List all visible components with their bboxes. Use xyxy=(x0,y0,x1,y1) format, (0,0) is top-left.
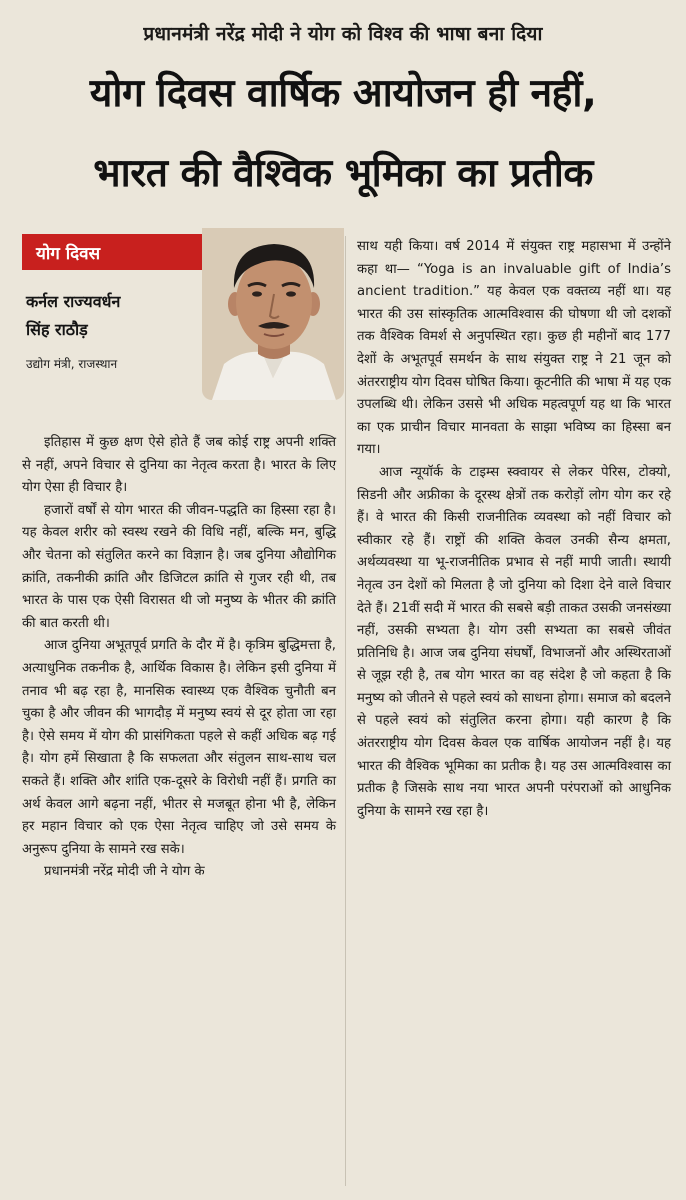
author-portrait-image xyxy=(202,228,344,400)
author-name-line-1: कर्नल राज्यवर्धन xyxy=(26,292,121,311)
article-column-right xyxy=(357,236,671,823)
author-photo xyxy=(202,228,344,400)
article-column-left xyxy=(22,432,336,884)
kicker-line: प्रधानमंत्री नरेंद्र मोदी ने योग को विश्व की भाषा बना दिया xyxy=(143,23,543,45)
section-label: योग दिवस xyxy=(36,244,101,264)
paragraph: इतिहास में कुछ क्षण ऐसे होते हैं जब कोई राष्ट्र अपनी शक्ति से नहीं, अपने विचार से दुनिया का नेतृत्व करता है। भारत के लिए योग ऐसा ही विचार है। xyxy=(22,435,336,496)
paragraph: साथ यही किया। वर्ष 2014 में संयुक्त राष्ट्र महासभा में उन्होंने कहा था— “Yoga is an invaluable gift of India’s ancient tradition.” यह केवल एक वक्तव्य नहीं था। यह भारत की उस सांस्कृतिक आत्मविश्वास की घोषणा थी जो दशकों तक वैश्विक विमर्श से अनुपस्थित रहा। कुछ ही महीनों बाद 177 देशों के अभूतपूर्व समर्थन के साथ संयुक्त राष्ट्र ने 21 जून को अंतरराष्ट्रीय योग दिवस घोषित किया। कूटनीति की भाषा में यह एक उपलब्धि थी। लेकिन उससे भी अधिक महत्वपूर्ण यह था कि भारत का एक प्राचीन विचार मानवता के साझा भविष्य का हिस्सा बन गया। xyxy=(357,239,671,458)
paragraph: प्रधानमंत्री नरेंद्र मोदी जी ने योग के xyxy=(44,864,205,880)
paragraph: आज न्यूयॉर्क के टाइम्स स्क्वायर से लेकर पेरिस, टोक्यो, सिडनी और अफ्रीका के दूरस्थ क्षेत्रों तक करोड़ों लोग योग कर रहे हैं। वे भारत की किसी राजनीतिक व्यवस्था को नहीं विचार को स्वीकार रहे हैं। राष्ट्रों की शक्ति केवल उनकी सैन्य क्षमता, अर्थव्यवस्था या भू-राजनीतिक प्रभाव से नहीं मापी जाती। स्थायी नेतृत्व उन देशों को मिलता है जो दुनिया को दिशा देने वाले विचार देते हैं। 21वीं सदी में भारत की सबसे बड़ी ताकत उसकी जनसंख्या नहीं, उसकी सभ्यता है। योग उसी सभ्यता का सबसे जीवंत प्रतिनिधि है। आज जब दुनिया संघर्षों, विभाजनों और अस्थिरताओं से जूझ रही है, तब योग भारत का वह संदेश है जो कहता है कि मनुष्य को जीतने से पहले स्वयं को साधना होगा। समाज को बदलने से पहले स्वयं को संतुलित करना होगा। यही कारण है कि अंतरराष्ट्रीय योग दिवस केवल एक वार्षिक आयोजन नहीं है। यह भारत की वैश्विक भूमिका का प्रतीक है। यह उस आत्मविश्वास का प्रतीक है जिसके साथ नया भारत अपनी परंपराओं को आधुनिक दुनिया के सामने रख रहा है। xyxy=(357,464,671,819)
headline-line-2: भारत की वैश्विक भूमिका का प्रतीक xyxy=(93,151,593,196)
paragraph: आज दुनिया अभूतपूर्व प्रगति के दौर में है। कृत्रिम बुद्धिमत्ता है, अत्याधुनिक तकनीक है, आर्थिक विकास है। लेकिन इसी दुनिया में तनाव भी बढ़ रहा है, मानसिक स्वास्थ्य एक वैश्विक चुनौती बन चुका है और जीवन की भागदौड़ में मनुष्य स्वयं से दूर होता जा रहा है। ऐसे समय में योग की प्रासंगिकता पहले से कहीं अधिक बढ़ गई है। योग हमें सिखाता है कि सफलता और संतुलन साथ-साथ चल सकते हैं। शक्ति और शांति एक-दूसरे के विरोधी नहीं हैं। प्रगति का अर्थ केवल आगे बढ़ना नहीं, भीतर से मजबूत होना भी है, लेकिन हर महान विचार को एक ऐसा नेतृत्व चाहिए जो उसे समय के अनुरूप दुनिया के सामने रख सके। xyxy=(22,638,336,857)
headline-line-1: योग दिवस वार्षिक आयोजन ही नहीं, xyxy=(89,71,597,116)
paragraph: हजारों वर्षों से योग भारत की जीवन-पद्धति का हिस्सा रहा है। यह केवल शरीर को स्वस्थ रखने की विधि नहीं, बल्कि मन, बुद्धि और चेतना को संतुलित करने का विज्ञान है। जब दुनिया औद्योगिक क्रांति, तकनीकी क्रांति और डिजिटल क्रांति से गुजर रही थी, तब भारत के पास एक ऐसी विरासत थी जो मनुष्य के भीतर की क्रांति की बात करती थी। xyxy=(22,502,336,631)
column-divider xyxy=(345,236,346,1186)
author-role: उद्योग मंत्री, राजस्थान xyxy=(26,357,118,371)
author-name-line-2: सिंह राठौड़ xyxy=(26,320,88,339)
